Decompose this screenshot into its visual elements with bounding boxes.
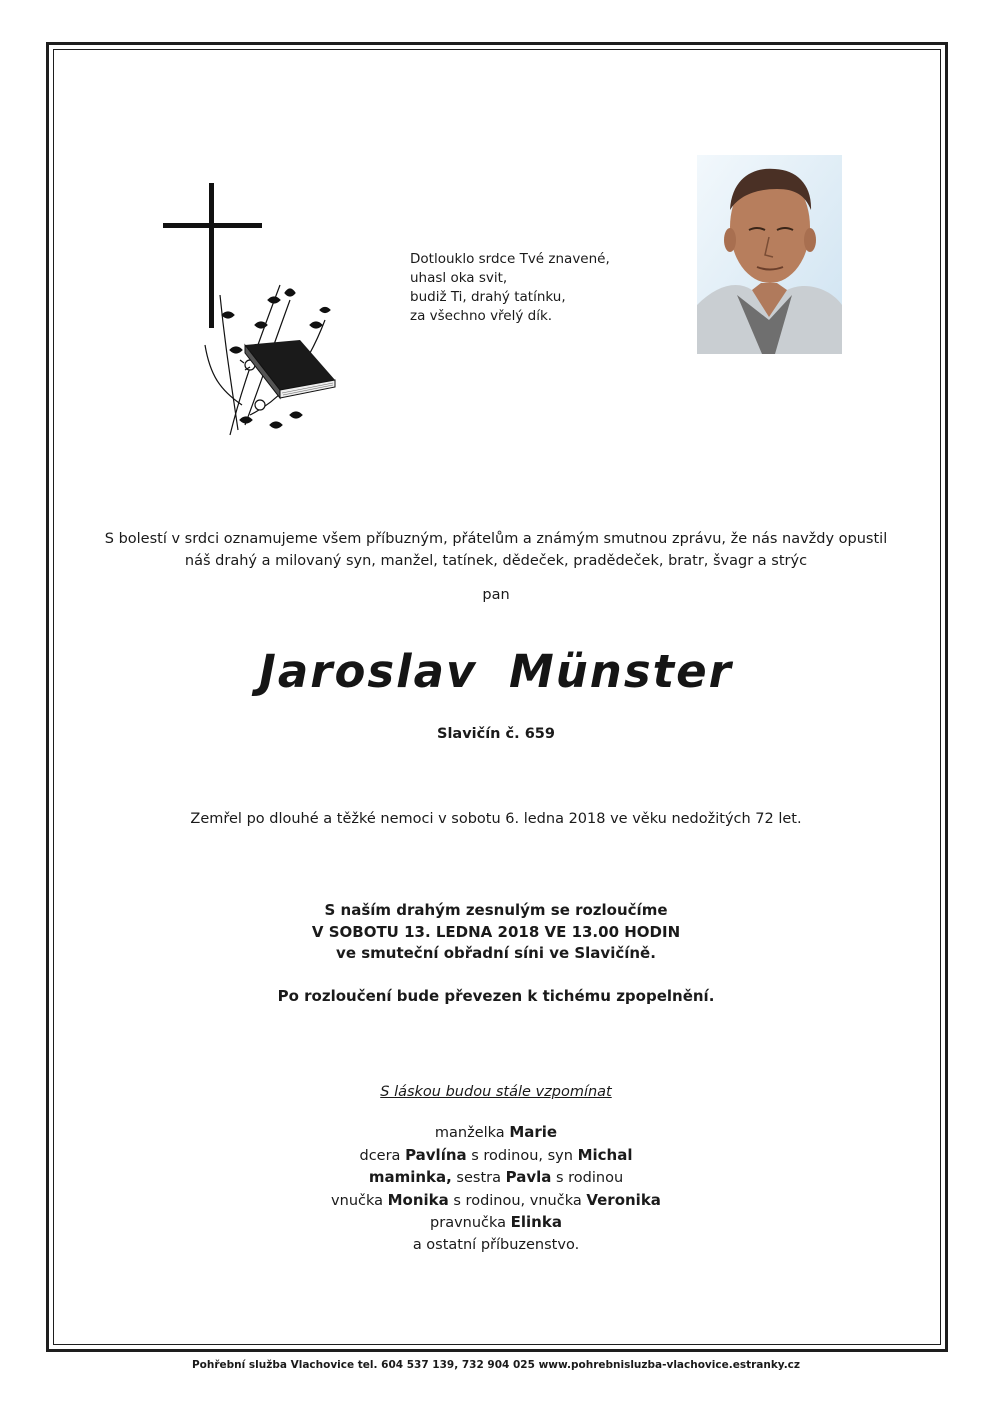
mourner-name: Marie [509,1123,558,1141]
mourner-line [60,1145,932,1168]
poem-verse [410,250,670,326]
mourner-line: a ostatní příbuzenstvo. [412,1236,580,1253]
death-notice: Zemřel po dlouhé a těžké nemoci v sobotu 6. ledna 2018 ve věku nedožitých 72 let. [190,811,802,827]
cremation-note: Po rozloučení bude převezen k tichému zpopelnění. [277,987,715,1005]
mourner-relation: dcera [359,1147,406,1164]
mourner-relation: s rodinou, vnučka [448,1192,587,1209]
cross-with-book-decoration [150,175,350,450]
intro-line-1: S bolestí v srdci oznamujeme všem příbuzným, přátelům a známým smutnou zprávu, že nás navždy opustil [104,531,888,547]
funeral-line-2: V SOBOTU 13. LEDNA 2018 VE 13.00 HODIN [311,922,681,941]
mourner-relation: manželka [434,1125,510,1141]
deceased-name: Jaroslav Münster [259,645,733,698]
mourners-list [60,1122,932,1256]
poem-line: uhasl oka svit, [410,270,508,286]
funeral-service-footer: Pohřební služba Vlachovice tel. 604 537 139, 732 904 025 www.pohrebnisluzba-vlachovice.estranky.cz [191,1359,801,1371]
title-pan: pan [482,587,510,603]
mourner-relation: sestra [451,1170,506,1186]
mourner-line [60,1190,932,1213]
deceased-address: Slavičín č. 659 [437,726,555,742]
mourner-relation: s rodinou, syn [466,1147,578,1164]
mourner-name: Pavlína [405,1145,467,1164]
mourner-name: Michal [577,1145,633,1164]
funeral-details [60,900,932,965]
mourner-name: Veronika [586,1190,661,1209]
announcement-intro [60,528,932,572]
mourner-name: Monika [387,1190,449,1209]
mourners-title: S láskou budou stále vzpomínat [380,1084,612,1100]
cross-icon [163,183,262,328]
mourner-relation: vnučka [331,1192,388,1209]
mourner-relation: s rodinou [551,1170,624,1186]
poem-line: Dotlouklo srdce Tvé znavené, [410,251,610,267]
mourner-relation: pravnučka [430,1215,511,1231]
mourner-line [60,1212,932,1235]
poem-line: budiž Ti, drahý tatínku, [410,289,566,305]
funeral-line-1: S naším drahým zesnulým se rozloučíme [324,901,668,919]
poem-line: za všechno vřelý dík. [410,308,553,324]
mourner-name: Pavla [505,1168,552,1186]
mourner-name: maminka, [368,1168,452,1186]
mourner-line [60,1167,932,1190]
intro-line-2: náš drahý a milovaný syn, manžel, tatínek, dědeček, pradědeček, bratr, švagr a strýc [184,553,808,569]
mourner-name: Elinka [510,1213,562,1231]
mourner-line [60,1122,932,1145]
portrait-photo [697,155,842,354]
funeral-line-3: ve smuteční obřadní síni ve Slavičíně. [336,944,656,962]
